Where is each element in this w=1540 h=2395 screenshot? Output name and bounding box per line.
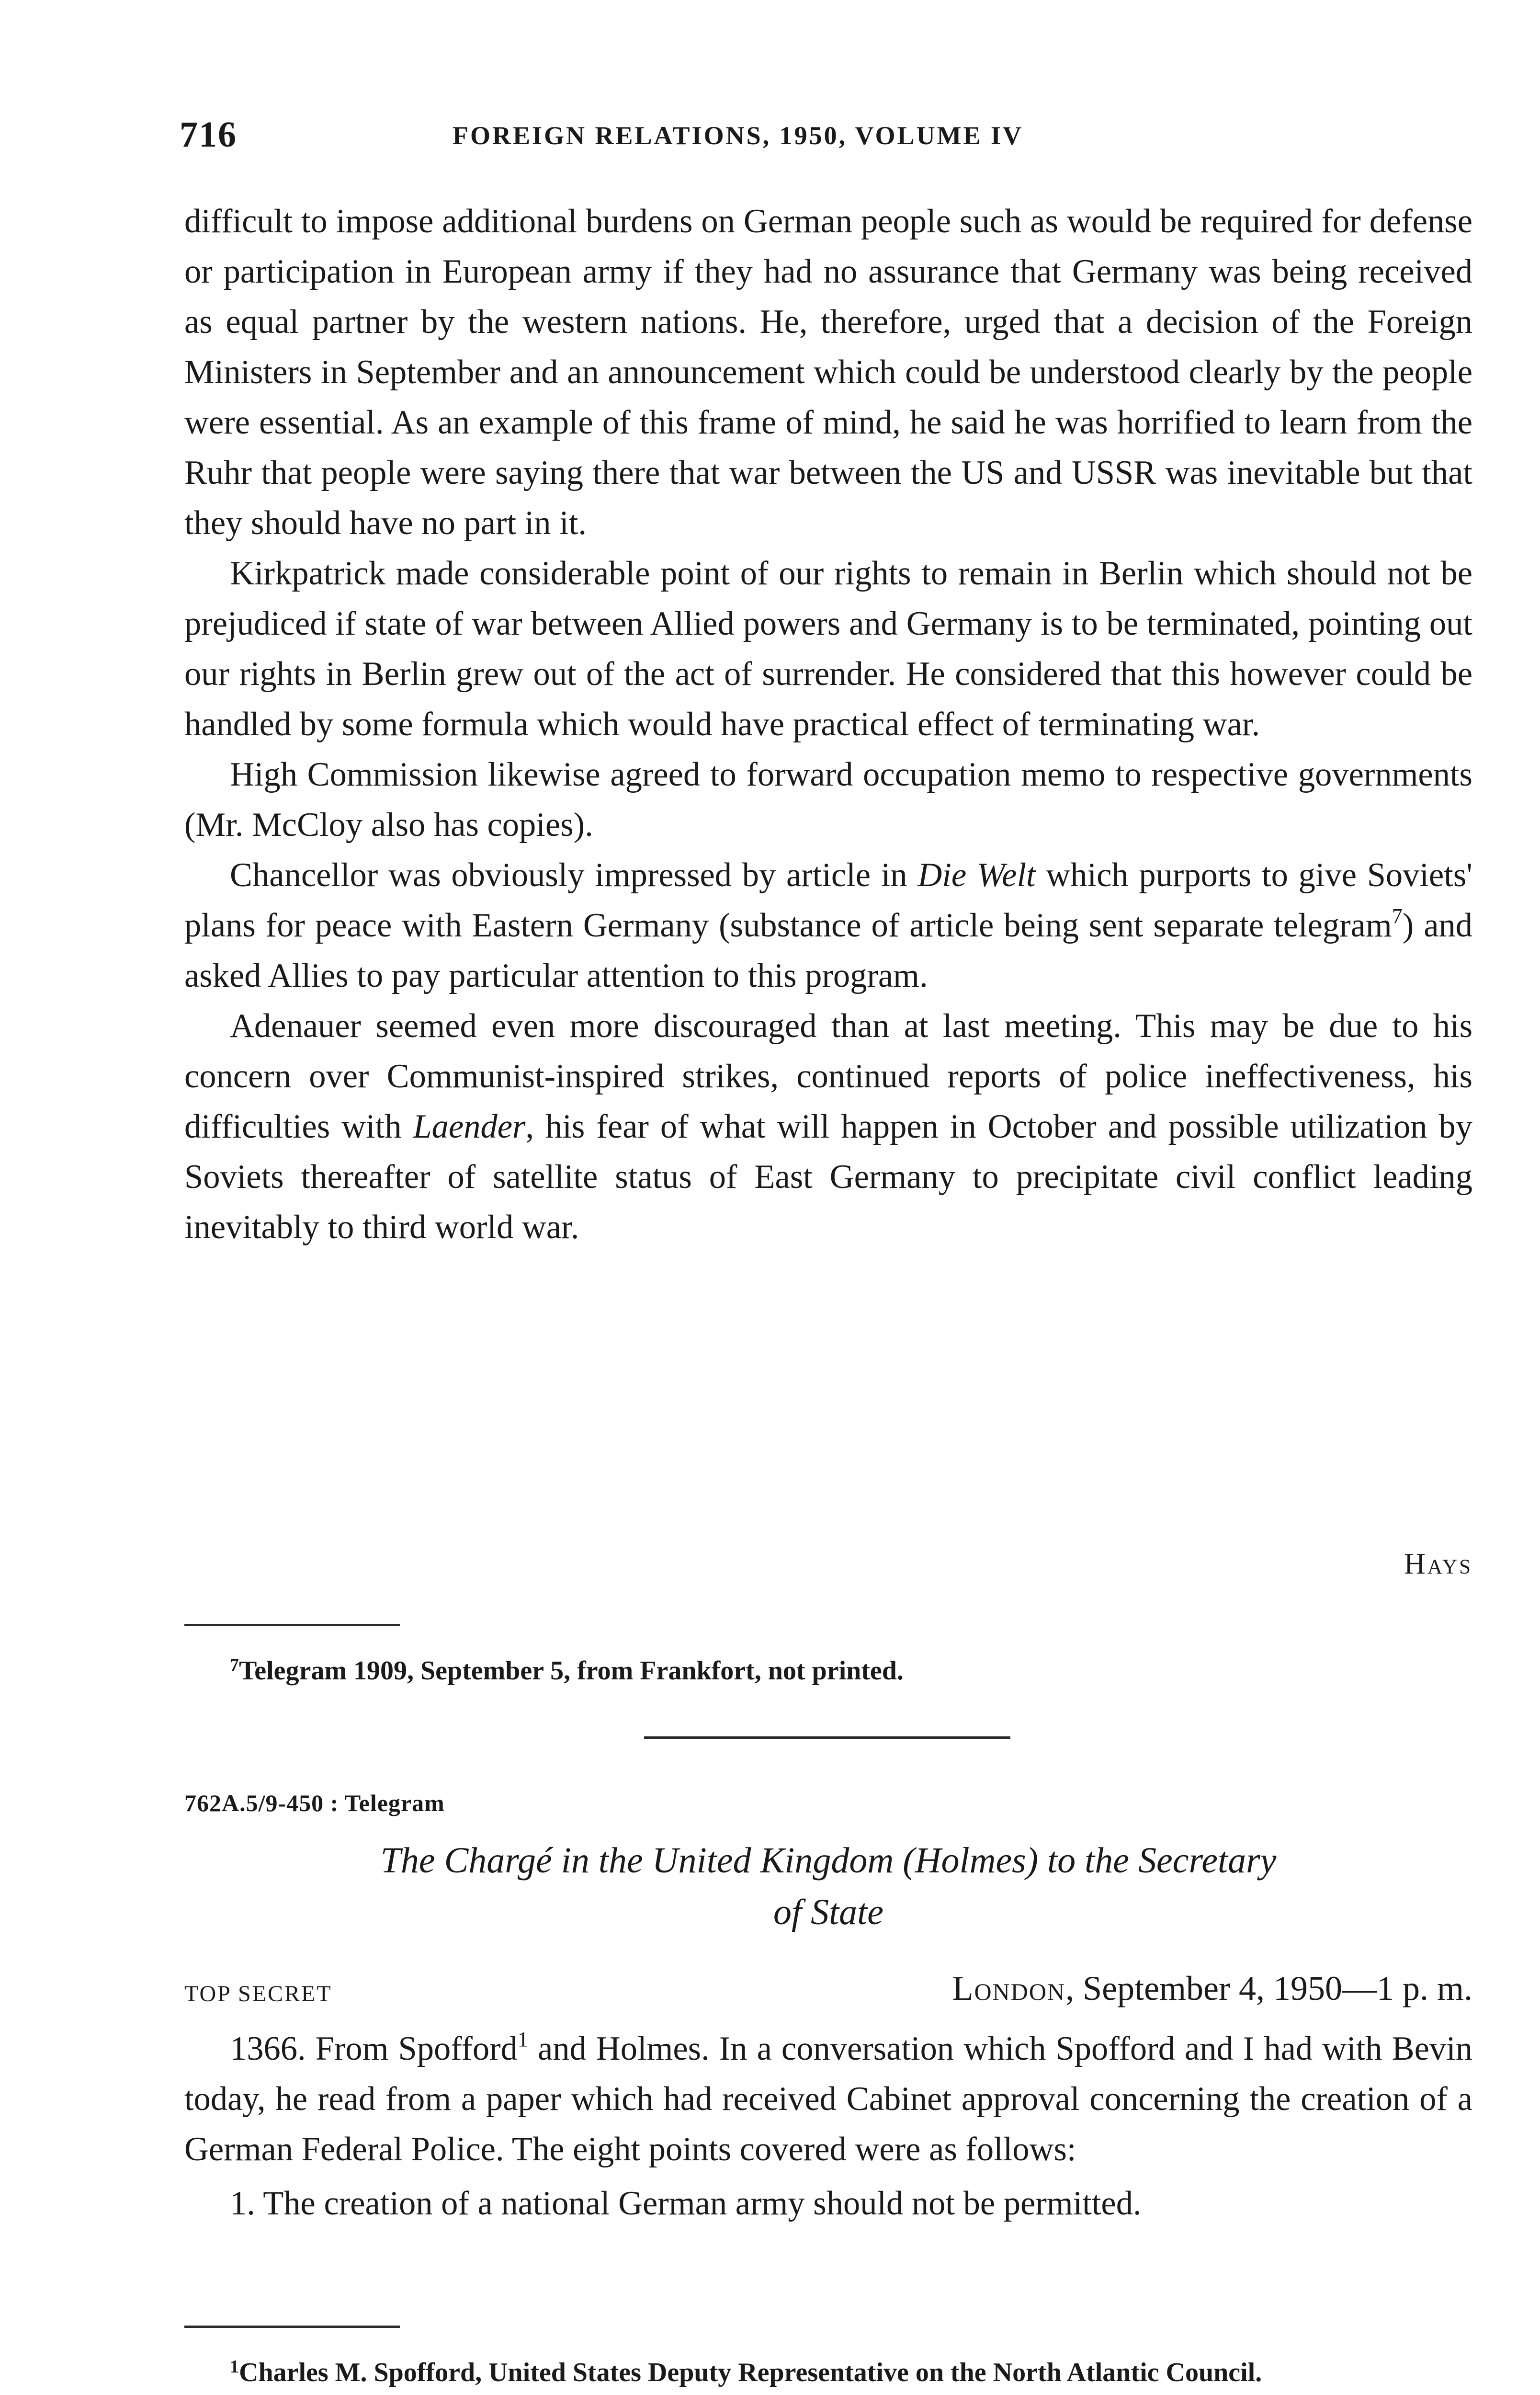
footnote-1-marker: 1 [230,2357,239,2377]
body-text-top [184,196,1472,1253]
chancellor-text-3: ) and asked Allies to pay particular attention to this program. [184,907,1472,994]
footnote-1 [184,2349,1472,2390]
signature: Hays [1404,1548,1472,1580]
page-number: 716 [180,114,237,155]
message-text-1: 1366. From Spofford [230,2030,518,2067]
kirkpatrick-paragraph: Kirkpatrick made considerable point of our rights to remain in Berlin which should not be prejudiced if state of war between Allied powers and Germany is to be terminated, pointing out our rights in Berlin grew out of the act of surrender. He considered that this however could be handled by some formula which would have practical effect of terminating war. [184,555,1472,743]
document-separator [644,1736,1010,1739]
adenauer-paragraph [184,1001,1472,1253]
chancellor-paragraph [184,850,1472,1001]
running-head: FOREIGN RELATIONS, 1950, VOLUME IV [453,121,1024,150]
dateline [952,1969,1472,2008]
point-1: 1. The creation of a national German army should not be permitted. [230,2185,1142,2222]
footnote-1-text: Charles M. Spofford, United States Deputy Representative on the North Atlantic Council. [239,2358,1262,2387]
high-commission-paragraph: High Commission likewise agreed to forward occupation memo to respective governments (Mr. McCloy also has copies). [184,756,1472,844]
footnote-7-text: Telegram 1909, September 5, from Frankfort, not printed. [239,1656,904,1686]
page-header [180,114,1472,167]
continuation-paragraph: difficult to impose additional burdens on German people such as would be required for defense or participation in European army if they had no assurance that Germany was being received as equal partner by the western nations. He, therefore, urged that a decision of the Foreign Ministers in September and an announcement which could be understood clearly by the people were essential. As an example of this frame of mind, he said he was horrified to learn from the Ruhr that people were saying there that war between the US and USSR was inevitable but that they should have no part in it. [184,203,1472,542]
classification-label: TOP SECRET [184,1981,332,2007]
laender-term: Laender [413,1108,526,1145]
footnote-divider [184,1624,400,1626]
footnote-7-marker: 7 [230,1655,239,1675]
document-title-line-1: The Chargé in the United Kingdom (Holmes) to the Secretary [380,1840,1277,1881]
adenauer-text-1: Adenauer seemed even more discouraged than at last meeting. This may be due to his concern over Communist-inspired strikes, continued reports of police ineffectiveness, his difficulties with [184,1007,1472,1145]
footnote-divider-bottom [184,2326,400,2328]
file-reference: 762A.5/9-450 : Telegram [184,1790,445,1816]
document-title [184,1835,1472,1938]
footnote-7 [184,1648,1472,1688]
footnote-ref-1: 1 [517,2028,528,2051]
adenauer-text-2: , his fear of what will happen in October and possible utilization by Soviets thereafter of satellite status of East Germany to precipitate civil conflict leading inevitably to third world war. [184,1108,1472,1246]
footnote-ref-7: 7 [1392,904,1403,928]
message-body [184,2024,1472,2229]
chancellor-text-2: which purports to give Soviets' plans for peace with Eastern Germany (substance of article being sent separate telegram [184,856,1473,944]
message-text-2: and Holmes. In a conversation which Spofford and I had with Bevin today, he read from a paper which had received Cabinet approval concerning the creation of a German Federal Police. The eight points covered were as follows: [184,2030,1473,2168]
message-opening [184,2024,1472,2175]
dateline-date: , September 4, 1950—1 p. m. [1065,1969,1472,2007]
newspaper-title: Die Welt [917,856,1036,894]
dateline-city: London [952,1969,1066,2007]
document-title-line-2: of State [773,1892,884,1932]
chancellor-text-1: Chancellor was obviously impressed by article in [230,856,918,894]
